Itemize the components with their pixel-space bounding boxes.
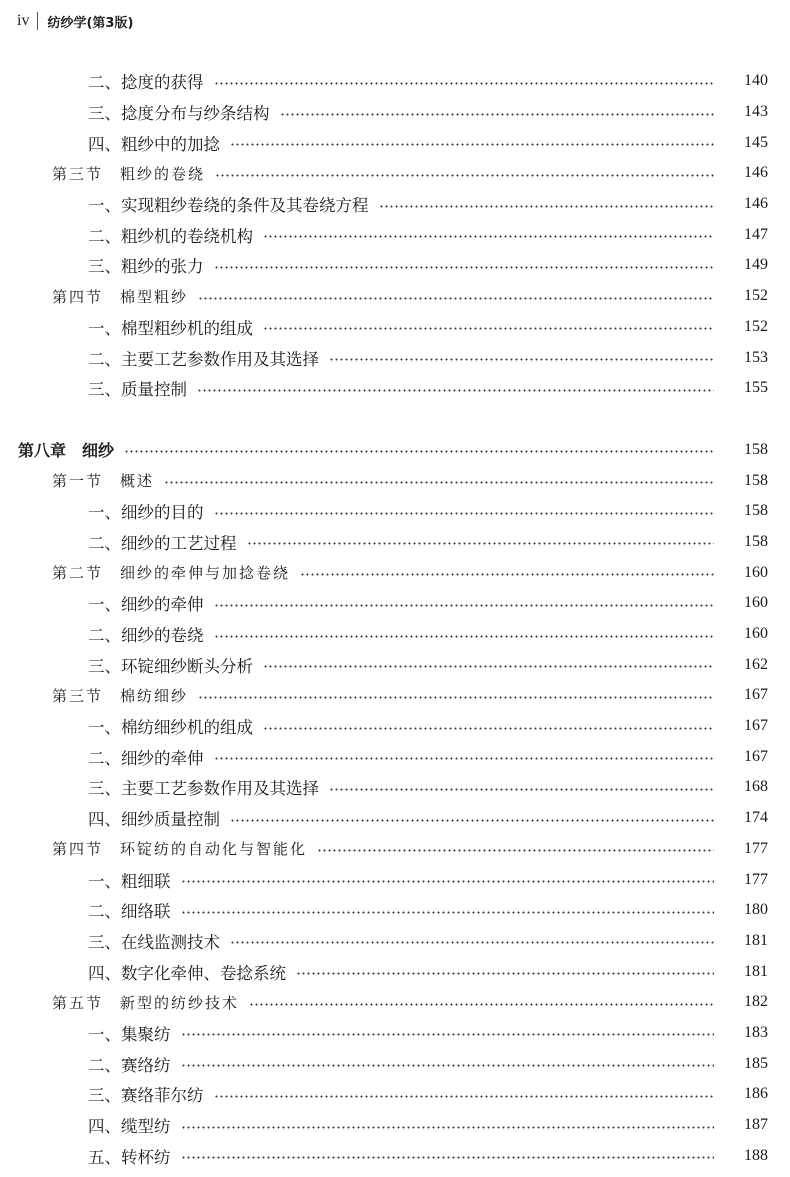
toc-page-number: 145 (744, 133, 768, 151)
dot-leader (215, 174, 714, 177)
running-header (17, 10, 133, 32)
toc-page-number: 174 (744, 809, 768, 827)
dot-leader (317, 849, 714, 852)
toc-title: 第三节 棉纺细纱 (52, 686, 189, 705)
toc-title: 四、细纱质量控制 (88, 810, 220, 830)
toc-section[interactable] (0, 281, 790, 312)
toc-item[interactable] (0, 97, 790, 128)
toc-page-number: 181 (744, 962, 768, 980)
page-folio: iv (17, 12, 30, 29)
toc-page-number: 168 (744, 778, 768, 796)
toc-item[interactable] (0, 711, 790, 742)
toc-title: 三、主要工艺参数作用及其选择 (88, 779, 319, 799)
toc-title: 一、实现粗纱卷绕的条件及其卷绕方程 (88, 196, 369, 216)
toc-page-number: 158 (744, 471, 768, 489)
dot-leader (181, 1064, 715, 1067)
dot-leader (214, 82, 715, 85)
toc-title: 第五节 新型的纺纱技术 (52, 993, 240, 1012)
dot-leader (181, 911, 715, 914)
toc-title: 三、质量控制 (88, 380, 187, 400)
toc-item[interactable] (0, 1140, 790, 1171)
toc-page-number: 147 (744, 225, 768, 243)
toc-section[interactable] (0, 834, 790, 865)
toc-title: 二、细纱的牵伸 (88, 748, 204, 768)
toc-spacer (0, 404, 790, 435)
toc-page-number: 186 (744, 1085, 768, 1103)
toc-item[interactable] (0, 803, 790, 834)
dot-leader (181, 1156, 715, 1159)
toc-title: 二、捻度的获得 (88, 73, 204, 93)
toc-item[interactable] (0, 741, 790, 772)
toc-item[interactable] (0, 189, 790, 220)
toc-item[interactable] (0, 649, 790, 680)
dot-leader (296, 972, 714, 975)
toc-item[interactable] (0, 250, 790, 281)
toc-item[interactable] (0, 619, 790, 650)
dot-leader (198, 696, 714, 699)
toc-item[interactable] (0, 772, 790, 803)
toc-page-number: 162 (744, 655, 768, 673)
toc-title: 二、粗纱机的卷绕机构 (88, 226, 253, 246)
toc-page-number: 153 (744, 348, 768, 366)
toc-title: 三、在线监测技术 (88, 932, 220, 952)
toc-page-number: 155 (744, 379, 768, 397)
toc-title: 一、细纱的目的 (88, 503, 204, 523)
toc-item[interactable] (0, 312, 790, 343)
header-divider (37, 12, 38, 30)
toc-item[interactable] (0, 956, 790, 987)
toc-title: 三、捻度分布与纱条结构 (88, 104, 270, 124)
toc-title: 四、粗纱中的加捻 (88, 134, 220, 154)
toc-page-number: 140 (744, 72, 768, 90)
dot-leader (280, 113, 715, 116)
toc-title: 三、粗纱的张力 (88, 257, 204, 277)
toc-page-number: 143 (744, 103, 768, 121)
toc-item[interactable] (0, 342, 790, 373)
toc-title: 五、转杯纺 (88, 1147, 171, 1167)
toc-page-number: 158 (744, 532, 768, 550)
toc-title: 四、数字化牵伸、卷捻系统 (88, 963, 286, 983)
toc-section[interactable] (0, 465, 790, 496)
dot-leader (181, 1126, 715, 1129)
toc-item[interactable] (0, 373, 790, 404)
dot-leader (214, 1095, 715, 1098)
dot-leader (329, 788, 714, 791)
toc-title: 第四节 棉型粗纱 (52, 287, 189, 306)
dot-leader (214, 512, 715, 515)
dot-leader (214, 604, 715, 607)
toc-title: 三、赛络菲尔纺 (88, 1086, 204, 1106)
toc-item[interactable] (0, 1079, 790, 1110)
dot-leader (249, 1003, 714, 1006)
toc-page-number: 152 (744, 317, 768, 335)
toc-title: 一、棉纺细纱机的组成 (88, 718, 253, 738)
dot-leader (124, 450, 714, 453)
toc-page-number: 158 (744, 502, 768, 520)
toc-title: 一、粗细联 (88, 871, 171, 891)
toc-page-number: 160 (744, 625, 768, 643)
toc-item[interactable] (0, 926, 790, 957)
toc-page-number: 187 (744, 1116, 768, 1134)
toc-item[interactable] (0, 527, 790, 558)
toc-title: 二、赛络纺 (88, 1055, 171, 1075)
toc-item[interactable] (0, 1048, 790, 1079)
dot-leader (197, 389, 714, 392)
toc-title: 第三节 粗纱的卷绕 (52, 164, 206, 183)
toc-title: 第八章 细纱 (18, 441, 115, 461)
toc-page-number: 167 (744, 717, 768, 735)
toc-item[interactable] (0, 1018, 790, 1049)
toc-title: 二、主要工艺参数作用及其选择 (88, 349, 319, 369)
toc-item[interactable] (0, 588, 790, 619)
toc-page-number: 180 (744, 901, 768, 919)
book-title: 纺纱学(第3版) (47, 15, 134, 31)
toc-page-number: 152 (744, 287, 768, 305)
dot-leader (263, 235, 714, 238)
toc-page-number: 160 (744, 563, 768, 581)
toc-title: 三、环锭细纱断头分析 (88, 656, 253, 676)
toc-page-number: 146 (744, 195, 768, 213)
toc-title: 一、集聚纺 (88, 1024, 171, 1044)
dot-leader (263, 665, 714, 668)
toc-item[interactable] (0, 1110, 790, 1141)
toc-item[interactable] (0, 895, 790, 926)
toc-title: 第二节 细纱的牵伸与加捻卷绕 (52, 564, 291, 583)
toc-item[interactable] (0, 127, 790, 158)
toc-title: 一、棉型粗纱机的组成 (88, 318, 253, 338)
toc-page-number: 177 (744, 839, 768, 857)
dot-leader (329, 358, 714, 361)
toc-page-number: 185 (744, 1054, 768, 1072)
toc-item[interactable] (0, 864, 790, 895)
dot-leader (230, 143, 714, 146)
toc-page-number: 182 (744, 993, 768, 1011)
toc-section[interactable] (0, 680, 790, 711)
toc-item[interactable] (0, 219, 790, 250)
dot-leader (181, 880, 715, 883)
dot-leader (164, 481, 714, 484)
toc-page-number: 167 (744, 686, 768, 704)
toc-page-number: 167 (744, 747, 768, 765)
dot-leader (198, 297, 714, 300)
dot-leader (263, 727, 714, 730)
toc-chapter[interactable] (0, 435, 790, 466)
toc-title: 第一节 概述 (52, 472, 155, 491)
table-of-contents (0, 66, 790, 1171)
toc-item[interactable] (0, 66, 790, 97)
toc-page-number: 188 (744, 1146, 768, 1164)
toc-page-number: 177 (744, 870, 768, 888)
toc-title: 一、细纱的牵伸 (88, 595, 204, 615)
dot-leader (214, 266, 715, 269)
dot-leader (263, 327, 714, 330)
toc-title: 二、细络联 (88, 902, 171, 922)
toc-section[interactable] (0, 987, 790, 1018)
toc-page-number: 183 (744, 1023, 768, 1041)
toc-page-number: 158 (744, 440, 768, 458)
toc-title: 第四节 环锭纺的自动化与智能化 (52, 840, 308, 859)
toc-title: 二、细纱的工艺过程 (88, 533, 237, 553)
dot-leader (300, 573, 714, 576)
dot-leader (230, 819, 714, 822)
toc-title: 四、缆型纺 (88, 1117, 171, 1137)
toc-page-number: 181 (744, 931, 768, 949)
dot-leader (247, 542, 715, 545)
dot-leader (230, 941, 714, 944)
dot-leader (379, 205, 715, 208)
dot-leader (214, 757, 715, 760)
toc-page-number: 146 (744, 164, 768, 182)
toc-section[interactable] (0, 158, 790, 189)
toc-page-number: 160 (744, 594, 768, 612)
dot-leader (214, 635, 715, 638)
dot-leader (181, 1033, 715, 1036)
toc-section[interactable] (0, 557, 790, 588)
toc-item[interactable] (0, 496, 790, 527)
toc-title: 二、细纱的卷绕 (88, 626, 204, 646)
toc-page-number: 149 (744, 256, 768, 274)
